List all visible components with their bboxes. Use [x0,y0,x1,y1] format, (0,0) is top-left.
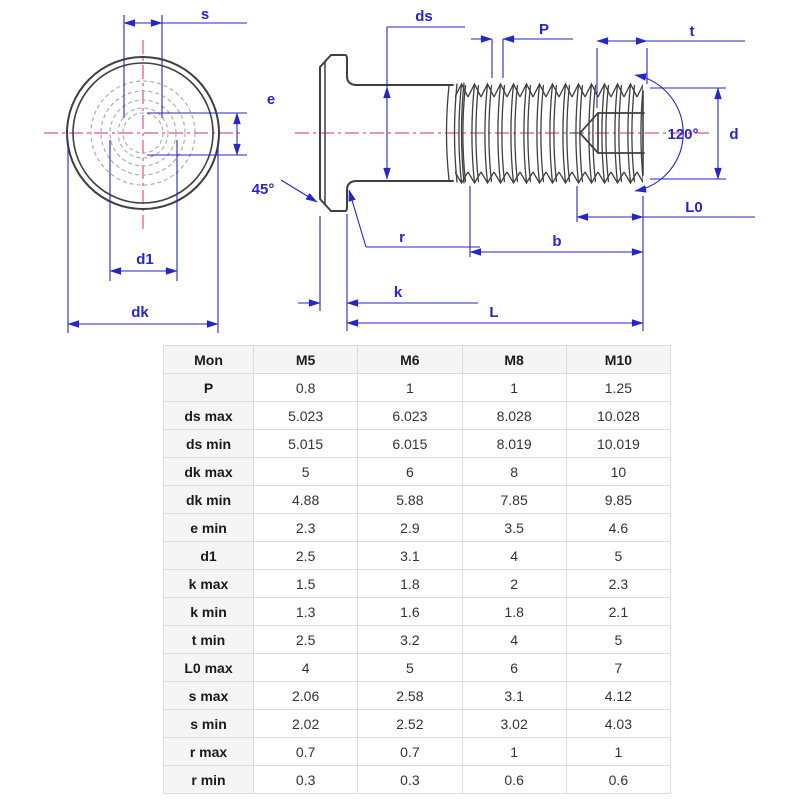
row-label: r max [164,738,254,766]
table-row [164,402,671,430]
cell: 4 [254,654,358,682]
cell: 1.8 [462,598,566,626]
cell: 1 [566,738,670,766]
dim-label-d: d [729,126,739,143]
head-shank-top-outline [331,55,453,85]
cell: 0.7 [254,738,358,766]
col-header: M10 [566,346,670,374]
row-label: t min [164,626,254,654]
dim-label-l0: L0 [685,199,703,216]
cell: 3.02 [462,710,566,738]
table-row [164,766,671,794]
cell: 3.5 [462,514,566,542]
cell: 7.85 [462,486,566,514]
cell: 6.015 [358,430,462,458]
cell: 4 [462,542,566,570]
cell: 1.3 [254,598,358,626]
table-row [164,654,671,682]
cell: 8.028 [462,402,566,430]
cell: 2.06 [254,682,358,710]
cell: 10.019 [566,430,670,458]
cell: 0.8 [254,374,358,402]
row-label: dk max [164,458,254,486]
row-label: ds max [164,402,254,430]
thread-section [455,78,643,188]
cell: 8.019 [462,430,566,458]
col-header: Mon [164,346,254,374]
table-row [164,374,671,402]
cell: 0.6 [462,766,566,794]
cell: 3.2 [358,626,462,654]
row-label: d1 [164,542,254,570]
cell: 8 [462,458,566,486]
row-label: ds min [164,430,254,458]
table-row [164,598,671,626]
cell: 2.02 [254,710,358,738]
row-label: k max [164,570,254,598]
table-row [164,514,671,542]
dim-label-p: P [538,21,550,38]
cell: 3.1 [358,542,462,570]
col-header: M5 [254,346,358,374]
cell: 6.023 [358,402,462,430]
table-row [164,430,671,458]
dim-label-d1: d1 [136,251,154,268]
cell: 2 [462,570,566,598]
dim-label-s: s [200,6,210,23]
row-label: s min [164,710,254,738]
cell: 6 [358,458,462,486]
table-row [164,682,671,710]
cell: 4.03 [566,710,670,738]
cell: 4.6 [566,514,670,542]
side-view [320,55,644,211]
cell: 10 [566,458,670,486]
row-label: k min [164,598,254,626]
dim-label-e: e [266,91,276,108]
cell: 4.12 [566,682,670,710]
cell: 0.3 [254,766,358,794]
cell: 3.1 [462,682,566,710]
cell: 5 [254,458,358,486]
cell: 0.3 [358,766,462,794]
row-label: L0 max [164,654,254,682]
cell: 0.7 [358,738,462,766]
dim-label-k: k [393,284,403,301]
cell: 2.5 [254,626,358,654]
table-row [164,710,671,738]
table-row [164,738,671,766]
row-label: r min [164,766,254,794]
cell: 2.3 [566,570,670,598]
table-row [164,570,671,598]
row-label: s max [164,682,254,710]
col-header: M6 [358,346,462,374]
row-label: dk min [164,486,254,514]
col-header: M8 [462,346,566,374]
spec-table [163,345,671,794]
cell: 9.85 [566,486,670,514]
cell: 1 [358,374,462,402]
cell: 2.58 [358,682,462,710]
cell: 4.88 [254,486,358,514]
cell: 2.3 [254,514,358,542]
cell: 2.52 [358,710,462,738]
cell: 5.023 [254,402,358,430]
cell: 5 [566,626,670,654]
cell: 2.9 [358,514,462,542]
dim-label-ds: ds [415,8,433,25]
cell: 7 [566,654,670,682]
cell: 4 [462,626,566,654]
row-label: e min [164,514,254,542]
cell: 5.88 [358,486,462,514]
table-header-row [164,346,671,374]
cell: 6 [462,654,566,682]
dim-label-r: r [399,229,405,246]
cell: 1.8 [358,570,462,598]
cell: 2.5 [254,542,358,570]
table-row [164,458,671,486]
cell: 5 [566,542,670,570]
cell: 1 [462,738,566,766]
technical-drawing [0,0,800,344]
row-label: P [164,374,254,402]
table-row [164,542,671,570]
head-shank-bottom-outline [331,181,453,211]
dim-label-120: 120° [667,126,699,143]
cell: 10.028 [566,402,670,430]
dim-label-45: 45° [251,181,275,198]
dim-label-t: t [689,23,695,40]
spec-table-container [163,345,671,794]
cell: 1.5 [254,570,358,598]
table-row [164,486,671,514]
table-row [164,626,671,654]
dim-label-dk: dk [131,304,149,321]
dim-label-b: b [552,233,562,250]
cell: 1.6 [358,598,462,626]
cell: 5 [358,654,462,682]
cell: 0.6 [566,766,670,794]
cell: 5.015 [254,430,358,458]
dim-label-l: L [489,304,499,321]
cell: 1 [462,374,566,402]
cell: 1.25 [566,374,670,402]
cell: 2.1 [566,598,670,626]
